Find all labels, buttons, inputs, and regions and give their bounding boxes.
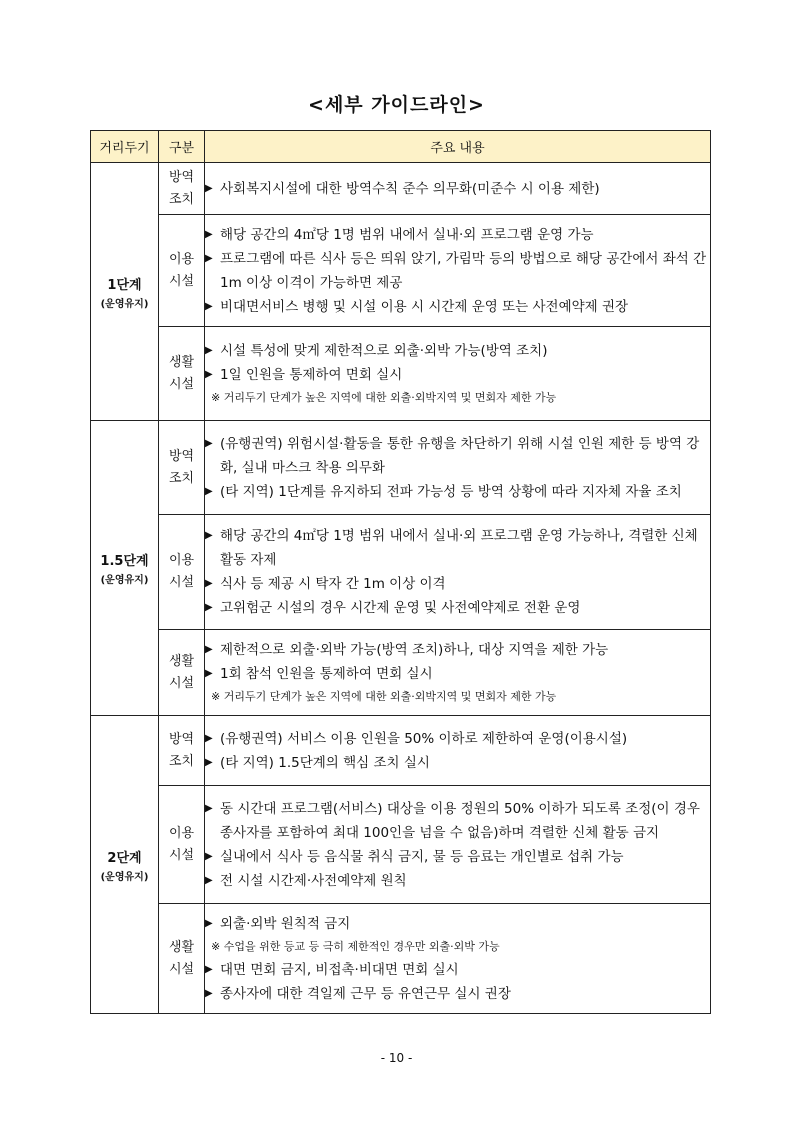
category-label: 시설 [168, 675, 195, 691]
content-cell [205, 327, 711, 421]
triangle-bullet-icon: ▶ [205, 732, 213, 744]
bullet-item [205, 295, 710, 319]
bullet-text: (타 지역) 1.5단계의 핵심 조치 실시 [220, 754, 430, 771]
stage-cell [91, 716, 159, 1014]
triangle-bullet-icon: ▶ [205, 643, 213, 655]
bullet-text: 사회복지시설에 대한 방역수칙 준수 의무화(미준수 시 이용 제한) [220, 180, 600, 197]
category-label: 방역 [168, 731, 195, 747]
bullet-item [205, 339, 710, 363]
triangle-bullet-icon: ▶ [205, 802, 213, 814]
bullet-item [205, 958, 710, 982]
table-body [91, 163, 711, 1014]
bullet-item [205, 751, 710, 775]
category-label: 방역 [168, 169, 195, 185]
triangle-bullet-icon: ▶ [205, 987, 213, 999]
category-cell [159, 630, 205, 716]
category-label: 시설 [168, 961, 195, 977]
category-cell [159, 421, 205, 515]
triangle-bullet-icon: ▶ [205, 252, 213, 264]
bullet-text: (유행권역) 위험시설·활동을 통한 유행을 차단하기 위해 시설 인원 제한 등 방역 강화, 실내 마스크 착용 의무화 [220, 435, 700, 476]
stage-status: (운영유지) [100, 298, 149, 310]
page-title: <세부 가이드라인> [308, 94, 485, 116]
bullet-item [205, 223, 710, 247]
content-cell [205, 904, 711, 1014]
bullet-item [205, 432, 710, 480]
table-row [91, 327, 711, 421]
category-cell [159, 786, 205, 904]
category-cell [159, 904, 205, 1014]
note-text: ※ 거리두기 단계가 높은 지역에 대한 외출·외박지역 및 면회자 제한 가능 [211, 390, 557, 404]
bullet-item [205, 845, 710, 869]
bullet-text: (타 지역) 1단계를 유지하되 전파 가능성 등 방역 상황에 따라 지자체 자율 조치 [220, 483, 682, 500]
triangle-bullet-icon: ▶ [205, 850, 213, 862]
triangle-bullet-icon: ▶ [205, 344, 213, 356]
triangle-bullet-icon: ▶ [205, 578, 213, 589]
bullet-text: 1일 인원을 통제하여 면회 실시 [220, 366, 403, 383]
header-stage: 거리두기 [91, 131, 159, 163]
triangle-bullet-icon: ▶ [205, 756, 213, 768]
stage-name: 1단계 [107, 277, 142, 293]
header-content: 주요 내용 [205, 131, 711, 163]
triangle-bullet-icon: ▶ [205, 874, 213, 886]
bullet-text: 고위험군 시설의 경우 시간제 운영 및 사전예약제로 전환 운영 [220, 600, 581, 616]
content-cell [205, 716, 711, 786]
category-cell [159, 163, 205, 215]
content-cell [205, 786, 711, 904]
table-row [91, 786, 711, 904]
table-row [91, 716, 711, 786]
category-label: 방역 [168, 448, 195, 464]
bullet-text: 대면 면회 금지, 비접촉·비대면 면회 실시 [220, 961, 459, 978]
bullet-text: 시설 특성에 맞게 제한적으로 외출·외박 가능(방역 조치) [220, 342, 548, 359]
bullet-text: (유행권역) 서비스 이용 인원을 50% 이하로 제한하여 운영(이용시설) [220, 730, 628, 747]
category-label: 시설 [168, 273, 195, 289]
table-header-row [91, 131, 711, 163]
table-row [91, 421, 711, 515]
category-label: 이용 [168, 251, 195, 267]
triangle-bullet-icon: ▶ [205, 182, 213, 194]
triangle-bullet-icon: ▶ [205, 228, 213, 240]
category-label: 이용 [168, 825, 195, 841]
bullet-text: 종사자에 대한 격일제 근무 등 유연근무 실시 권장 [220, 985, 511, 1002]
category-label: 시설 [168, 376, 195, 392]
bullet-text: 동 시간대 프로그램(서비스) 대상을 이용 정원의 50% 이하가 되도록 조정(이 경우 종사자를 포함하여 최대 100인을 넘을 수 없음)하며 격렬한 신체 활동 금지 [220, 800, 700, 841]
bullet-text: 해당 공간의 4㎡당 1명 범위 내에서 실내·외 프로그램 운영 가능하나, 격렬한 신체 활동 자제 [220, 528, 698, 568]
bullet-text: 제한적으로 외출·외박 가능(방역 조치)하나, 대상 지역을 제한 가능 [220, 641, 609, 658]
bullet-item [205, 869, 710, 893]
bullet-item [205, 638, 710, 662]
bullet-item [205, 480, 710, 504]
note-text: ※ 거리두기 단계가 높은 지역에 대한 외출·외박지역 및 면회자 제한 가능 [211, 689, 557, 703]
table-row [91, 215, 711, 327]
bullet-item [205, 363, 710, 387]
header-category: 구분 [159, 131, 205, 163]
bullet-item [205, 524, 710, 572]
category-cell [159, 716, 205, 786]
category-cell [159, 515, 205, 630]
category-label: 조치 [168, 470, 195, 486]
category-label: 생활 [168, 354, 195, 370]
category-label: 이용 [168, 553, 195, 568]
bullet-text: 실내에서 식사 등 음식물 취식 금지, 물 등 음료는 개인별로 섭취 가능 [220, 848, 624, 865]
bullet-text: 해당 공간의 4㎡당 1명 범위 내에서 실내·외 프로그램 운영 가능 [220, 226, 594, 243]
guideline-table [90, 130, 711, 1014]
category-label: 시설 [168, 847, 195, 863]
table-row [91, 630, 711, 716]
content-cell [205, 515, 711, 630]
bullet-item [205, 247, 710, 295]
table-row [91, 163, 711, 215]
bullet-item [205, 912, 710, 936]
triangle-bullet-icon: ▶ [205, 602, 213, 613]
table-row [91, 904, 711, 1014]
category-label: 조치 [168, 191, 195, 207]
bullet-text: 프로그램에 따른 식사 등은 띄워 앉기, 가림막 등의 방법으로 해당 공간에서 좌석 간 1m 이상 이격이 가능하면 제공 [220, 250, 707, 291]
category-label: 생활 [168, 653, 195, 669]
triangle-bullet-icon: ▶ [205, 437, 213, 449]
bullet-text: 1회 참석 인원을 통제하여 면회 실시 [220, 665, 433, 682]
triangle-bullet-icon: ▶ [205, 667, 213, 679]
triangle-bullet-icon: ▶ [205, 300, 213, 312]
bullet-item [205, 572, 710, 596]
content-cell [205, 163, 711, 215]
triangle-bullet-icon: ▶ [205, 530, 213, 541]
category-label: 조치 [168, 753, 195, 769]
bullet-item [205, 982, 710, 1006]
category-label: 시설 [168, 575, 195, 590]
bullet-text: 식사 등 제공 시 탁자 간 1m 이상 이격 [220, 576, 446, 592]
bullet-item [205, 596, 710, 620]
stage-name: 2단계 [107, 850, 142, 866]
bullet-item [205, 177, 710, 201]
content-cell [205, 630, 711, 716]
page-number: - 10 - [380, 1051, 413, 1065]
bullet-item [205, 797, 710, 845]
triangle-bullet-icon: ▶ [205, 368, 213, 380]
bullet-text: 외출·외박 원칙적 금지 [220, 915, 351, 932]
bullet-item [205, 662, 710, 686]
note-text: ※ 수업을 위한 등교 등 극히 제한적인 경우만 외출·외박 가능 [211, 939, 500, 953]
triangle-bullet-icon: ▶ [205, 917, 213, 929]
bullet-text: 비대면서비스 병행 및 시설 이용 시 시간제 운영 또는 사전예약제 권장 [220, 298, 629, 315]
bullet-item [205, 727, 710, 751]
category-label: 생활 [168, 939, 195, 955]
stage-cell [91, 163, 159, 421]
stage-status: (운영유지) [100, 575, 149, 586]
stage-status: (운영유지) [100, 871, 149, 883]
category-cell [159, 327, 205, 421]
table-row [91, 515, 711, 630]
content-cell [205, 215, 711, 327]
triangle-bullet-icon: ▶ [205, 485, 213, 497]
triangle-bullet-icon: ▶ [205, 963, 213, 975]
category-cell [159, 215, 205, 327]
content-cell [205, 421, 711, 515]
stage-name: 1.5단계 [100, 554, 149, 569]
stage-cell [91, 421, 159, 716]
bullet-text: 전 시설 시간제·사전예약제 원칙 [220, 872, 407, 889]
